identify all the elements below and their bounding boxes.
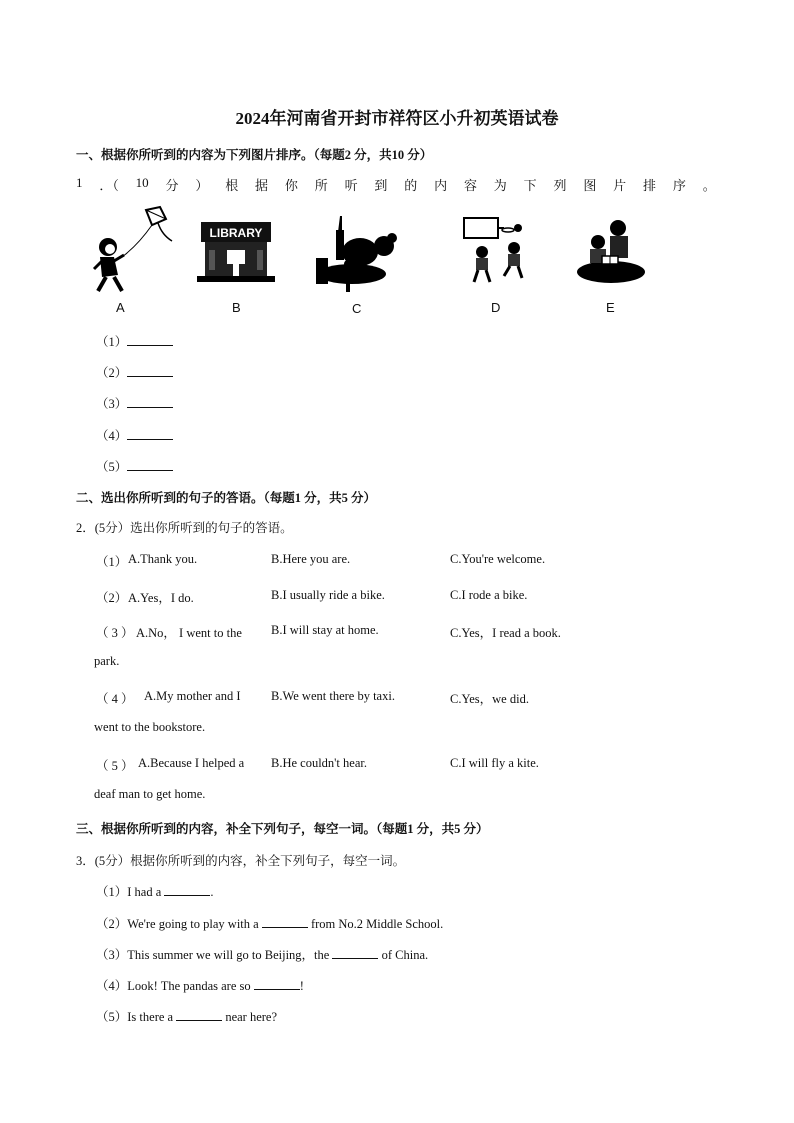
fill-blank[interactable] [164,883,210,896]
option-a-continued: park. [94,654,120,668]
q1-char: 所 [314,178,328,193]
q1-char: 内 [434,178,448,193]
library-building-icon [197,220,275,282]
sentence-number: （4） [96,979,128,993]
option-b: B.We went there by taxi. [271,689,395,703]
question-2-text: 2．(5分）选出你所听到的句子的答语。 [76,521,293,535]
section-1-heading: 一、根据你所听到的内容为下列图片排序。（每题2 分，共10 分） [76,148,433,162]
fill-blank[interactable] [262,915,308,928]
sentence-number: （3） [96,948,128,962]
q1-char: 10 [135,175,149,190]
answer-line [96,457,173,475]
picture-label: E [606,300,615,315]
family-reading-icon [576,218,646,284]
q1-char: ．（ [99,178,119,193]
section-2-heading: 二、选出你所听到的句子的答语。（每题1 分，共5 分） [76,491,377,505]
choice-number: （ 3 ） [96,626,134,640]
sentence-after: from No.2 Middle School. [307,917,444,931]
fill-sentence [96,914,443,932]
option-a: A.No， I went to the [136,626,242,640]
answer-blank[interactable] [127,458,173,471]
q1-char: 列 [553,178,567,193]
picture-label: D [491,300,501,315]
sentence-before: This summer we will go to Beijing，the [127,948,333,962]
option-a-continued: deaf man to get home. [94,787,206,801]
answer-number: （3） [96,397,128,411]
sentence-number: （2） [96,917,128,931]
q1-char: 听 [344,178,358,193]
q1-char: 据 [255,178,269,193]
option-b: B.Here you are. [271,552,351,566]
choice-number: （ 5 ） [96,759,134,773]
choice-number: （1） [96,555,128,569]
option-b: B.I will stay at home. [271,623,379,637]
answer-line [96,332,173,350]
option-a-continued: went to the bookstore. [94,720,206,734]
option-c: C.Yes，I read a book. [450,626,561,640]
answer-blank[interactable] [127,333,173,346]
q1-char: 排 [643,178,657,193]
answer-number: （4） [96,429,128,443]
q1-char: 容 [463,178,477,193]
q1-char: 的 [404,178,418,193]
option-b: B.I usually ride a bike. [271,588,385,602]
option-c: C.You're welcome. [450,552,546,566]
answer-line [96,394,173,412]
section-3-heading: 三、根据你所听到的内容，补全下列句子，每空一词。（每题1 分，共5 分） [76,822,489,836]
q1-char: ） [195,178,209,193]
library-sign: LIBRARY [209,226,263,240]
sentence-after: of China. [378,948,429,962]
q1-char: 根 [225,178,239,193]
sentence-before: Look! The pandas are so [127,979,254,993]
q1-char: 分 [165,178,179,193]
page-title: 2024年河南省开封市祥符区小升初英语试卷 [235,109,559,128]
q1-char: 到 [374,178,388,193]
sentence-number: （5） [96,1010,128,1024]
answer-number: （2） [96,366,128,380]
answer-number: （5） [96,460,128,474]
q1-char: 图 [583,178,597,193]
q1-char: 序 [672,178,686,193]
answer-number: （1） [96,335,128,349]
q1-char: 1 [76,175,83,190]
fill-sentence [96,1007,277,1025]
q1-char: 。 [702,178,716,193]
question-1-text [76,175,716,194]
q1-char: 下 [523,178,537,193]
option-a: A.Because I helped a [138,756,245,770]
sentence-before: Is there a [127,1010,177,1024]
answer-line [96,363,173,381]
answer-line [96,426,173,444]
choice-number: （2） [96,591,128,605]
option-a: A.Thank you. [128,552,198,566]
sentence-before: We're going to play with a [127,917,262,931]
picture-label: B [232,300,241,315]
zoo-animals-icon [312,212,407,297]
sentence-after: ! [299,979,304,993]
q1-char: 片 [613,178,627,193]
fill-sentence [96,976,304,994]
option-c: C.Yes，we did. [450,692,529,706]
answer-blank[interactable] [127,395,173,408]
sentence-after: near here? [222,1010,278,1024]
sentence-after: . [210,885,214,899]
fill-blank[interactable] [254,977,300,990]
answer-blank[interactable] [127,364,173,377]
sentence-number: （1） [96,885,128,899]
q1-char: 你 [284,178,298,193]
option-b: B.He couldn't hear. [271,756,367,770]
fill-sentence [96,945,428,963]
fill-sentence [96,882,214,900]
fill-blank[interactable] [176,1008,222,1021]
answer-blank[interactable] [127,427,173,440]
fill-blank[interactable] [332,946,378,959]
question-3-text: 3．(5分）根据你所听到的内容，补全下列句子，每空一词。 [76,854,406,868]
picture-label: A [116,300,125,315]
option-a: A.My mother and I [144,689,241,703]
basketball-players-icon [460,214,540,286]
option-a: A.Yes，I do. [128,591,194,605]
picture-label: C [352,301,362,316]
sentence-before: I had a [127,885,165,899]
boy-running-with-kite-icon [88,205,178,300]
choice-number: （ 4 ） [96,692,134,706]
q1-char: 为 [493,178,507,193]
option-c: C.I will fly a kite. [450,756,539,770]
option-c: C.I rode a bike. [450,588,528,602]
